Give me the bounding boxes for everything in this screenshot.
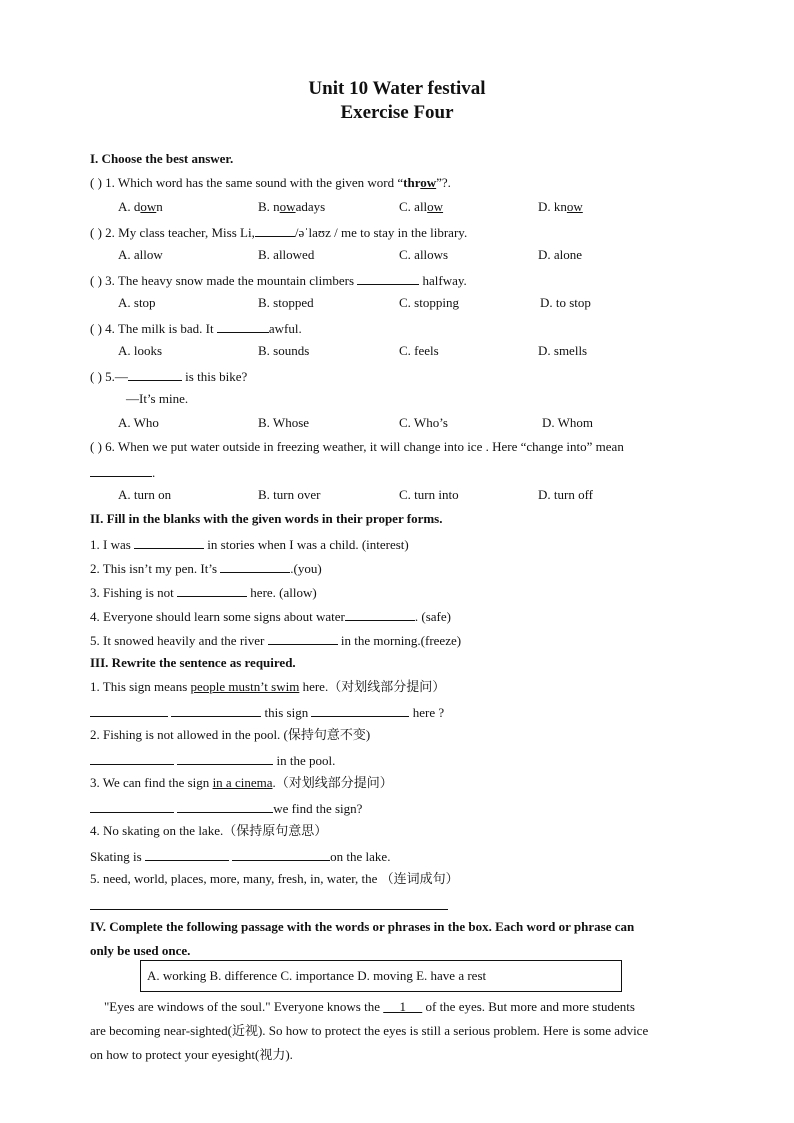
option-a[interactable]: A. looks [118, 343, 163, 358]
answer-blank[interactable] [217, 319, 269, 333]
passage-line-1: "Eyes are windows of the soul." Everyone knows the 1 of the eyes. But more and more students [104, 999, 635, 1014]
option-c[interactable]: C. stopping [399, 295, 459, 310]
page-subtitle: Exercise Four [340, 102, 454, 123]
section-4-heading: IV. Complete the following passage with the words or phrases in the box. Each word or phrase can [90, 919, 635, 934]
section-1-heading: I. Choose the best answer. [90, 151, 234, 166]
answer-blank[interactable] [177, 583, 247, 597]
answer-blank[interactable] [357, 271, 419, 285]
question-1-word: throw [403, 175, 437, 190]
option-a[interactable]: A. stop [118, 295, 156, 310]
answer-blank[interactable] [268, 631, 338, 645]
rewrite-item-5: 5. need, world, places, more, many, fresh, in, water, the （连词成句） [90, 871, 459, 886]
question-4: ( ) 4. The milk is bad. It awful. [90, 321, 302, 336]
option-c[interactable]: C. allows [399, 247, 449, 262]
answer-blank[interactable] [90, 703, 168, 717]
option-b[interactable]: B. Whose [258, 415, 310, 430]
option-d[interactable]: D. turn off [538, 487, 594, 502]
answer-blank[interactable] [90, 463, 152, 477]
question-5-reply: —It’s mine. [126, 391, 189, 406]
answer-blank[interactable] [134, 535, 204, 549]
rewrite-item-2: 2. Fishing is not allowed in the pool. (保持句意不变) [90, 727, 371, 742]
option-c[interactable]: C. turn into [399, 487, 459, 502]
word-box-options: A. working B. difference C. importance D. moving E. have a rest [147, 968, 487, 983]
answer-blank[interactable] [90, 799, 174, 813]
passage-blank-1[interactable]: 1 [399, 999, 406, 1014]
fill-item-2: 2. This isn’t my pen. It’s .(you) [90, 561, 322, 576]
question-3: ( ) 3. The heavy snow made the mountain climbers halfway. [90, 273, 467, 288]
section-4-heading-cont: only be used once. [90, 943, 191, 958]
question-1-stem: ( ) 1. Which word has the same sound with the given word “ [90, 175, 404, 190]
answer-blank[interactable] [177, 799, 273, 813]
option-b[interactable]: B. allowed [258, 247, 315, 262]
option-a[interactable]: A. turn on [118, 487, 172, 502]
rewrite-answer-3: we find the sign? [90, 799, 362, 817]
answer-blank[interactable] [255, 223, 295, 237]
passage-line-3: on how to protect your eyesight(视力). [90, 1047, 293, 1062]
rewrite-item-4: 4. No skating on the lake.（保持原句意思） [90, 823, 328, 838]
rewrite-item-3: 3. We can find the sign in a cinema.（对划线部分提问） [90, 775, 393, 790]
question-2: ( ) 2. My class teacher, Miss Li, /əˈlaʊz / me to stay in the library. [90, 225, 468, 240]
fill-item-1: 1. I was in stories when I was a child. (interest) [90, 537, 409, 552]
answer-line[interactable] [90, 909, 448, 910]
answer-blank[interactable] [311, 703, 409, 717]
question-5: ( ) 5.— is this bike? [90, 369, 248, 384]
option-c[interactable]: C. Who’s [399, 415, 448, 430]
option-a[interactable]: A. down [118, 199, 163, 214]
answer-blank[interactable] [171, 703, 261, 717]
rewrite-answer-1: this sign here ? [90, 703, 444, 721]
question-1: ( ) 1. Which word has the same sound with the given word “throw”?. [90, 175, 451, 190]
option-c[interactable]: C. feels [399, 343, 439, 358]
option-b[interactable]: B. stopped [258, 295, 314, 310]
option-b[interactable]: B. sounds [258, 343, 310, 358]
answer-blank[interactable] [345, 607, 415, 621]
option-d[interactable]: D. Whom [542, 415, 594, 430]
option-a[interactable]: A. Who [118, 415, 159, 430]
fill-item-3: 3. Fishing is not here. (allow) [90, 585, 317, 600]
fill-item-5: 5. It snowed heavily and the river in the morning.(freeze) [90, 633, 462, 648]
answer-blank[interactable] [220, 559, 290, 573]
page-title: Unit 10 Water festival [308, 78, 486, 99]
option-d[interactable]: D. smells [538, 343, 588, 358]
rewrite-answer-2: in the pool. [90, 751, 335, 769]
option-d[interactable]: D. alone [538, 247, 583, 262]
answer-blank[interactable] [128, 367, 182, 381]
rewrite-item-1: 1. This sign means people mustn’t swim here.（对划线部分提问） [90, 679, 446, 694]
answer-blank[interactable] [177, 751, 273, 765]
answer-blank[interactable] [145, 847, 229, 861]
option-d[interactable]: D. to stop [540, 295, 591, 310]
option-c[interactable]: C. allow [399, 199, 444, 214]
question-6-cont: . [90, 463, 155, 481]
fill-item-4: 4. Everyone should learn some signs about water . (safe) [90, 609, 451, 624]
option-b[interactable]: B. turn over [258, 487, 321, 502]
option-d[interactable]: D. know [538, 199, 583, 214]
passage-line-2: are becoming near-sighted(近视). So how to protect the eyes is still a serious problem. Here is some advice [90, 1023, 649, 1038]
rewrite-answer-4: Skating is on the lake. [90, 849, 391, 864]
section-3-heading: III. Rewrite the sentence as required. [90, 655, 296, 670]
section-2-heading: II. Fill in the blanks with the given words in their proper forms. [90, 511, 443, 526]
option-b[interactable]: B. nowadays [258, 199, 326, 214]
answer-blank[interactable] [90, 751, 174, 765]
question-6: ( ) 6. When we put water outside in freezing weather, it will change into ice . Here “change into” mean [90, 439, 624, 454]
option-a[interactable]: A. allow [118, 247, 163, 262]
word-box [140, 960, 622, 992]
answer-blank[interactable] [232, 847, 330, 861]
